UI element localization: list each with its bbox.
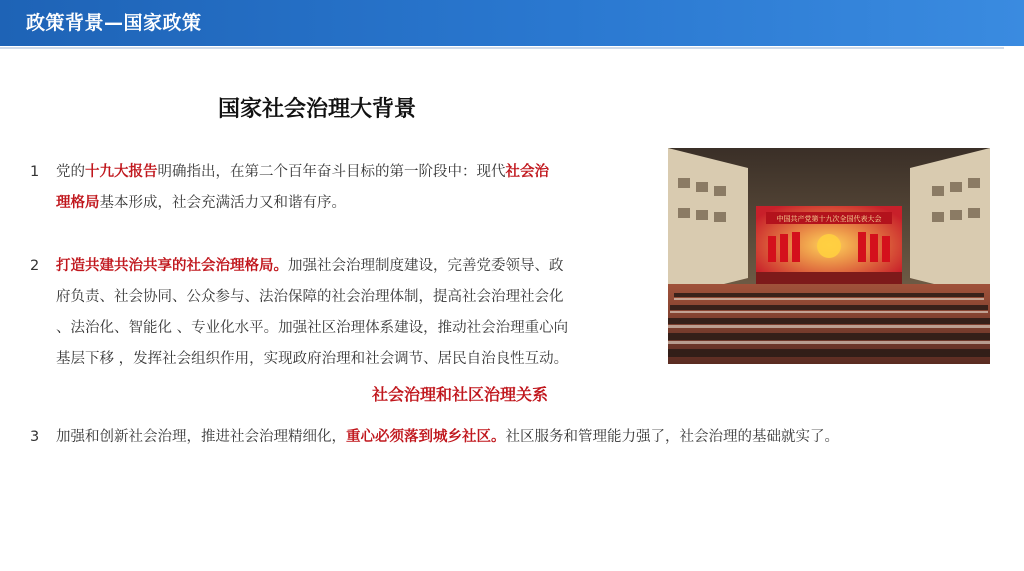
policy-item-1 — [30, 157, 640, 219]
highlight-text: 十九大报告 — [85, 164, 158, 180]
stage-banner-text: 中国共产党第十九次全国代表大会 — [776, 215, 882, 223]
highlight-text: 社会治 — [505, 164, 549, 180]
item-text: 基本形成，社会充满活力又和谐有序。 — [99, 195, 346, 211]
item-text: 加强社会治理制度建设，完善党委领导、政 — [288, 258, 564, 274]
item-text: 党的 — [56, 164, 85, 180]
item-text: 加强和创新社会治理，推进社会治理精细化， — [56, 429, 346, 445]
section-subheading: 社会治理和社区治理关系 — [372, 385, 549, 404]
item-line-4: 基层下移 ，发挥社会组织作用，实现政府治理和社会调节、居民自治良性互动。 — [56, 351, 569, 367]
policy-item-3 — [30, 422, 990, 453]
item-text: 社区服务和管理能力强了，社会治理的基础就实了。 — [505, 429, 839, 445]
item-number: 3 — [30, 429, 40, 445]
highlight-text: 重心必须落到城乡社区。 — [346, 429, 506, 445]
policy-item-2 — [30, 251, 652, 375]
conference-hall-photo — [668, 148, 990, 364]
header-divider — [0, 47, 1004, 49]
highlight-text: 理格局 — [56, 195, 100, 211]
item-number: 2 — [30, 258, 40, 274]
item-line-2 — [30, 188, 640, 219]
item-line-3: 、法治化、智能化 、专业化水平。加强社区治理体系建设，推动社会治理重心向 — [56, 320, 569, 336]
item-number: 1 — [30, 164, 40, 180]
highlight-text: 打造共建共治共享的社会治理格局。 — [56, 258, 288, 274]
item-text: 明确指出，在第二个百年奋斗目标的第一阶段中：现代 — [157, 164, 506, 180]
item-line-2: 府负责、社会协同、公众参与、法治保障的社会治理体制，提高社会治理社会化 — [56, 289, 564, 305]
header-bar — [0, 0, 1024, 46]
page-title: 国家社会治理大背景 — [218, 97, 417, 122]
header-title: 政策背景—国家政策 — [26, 12, 202, 34]
